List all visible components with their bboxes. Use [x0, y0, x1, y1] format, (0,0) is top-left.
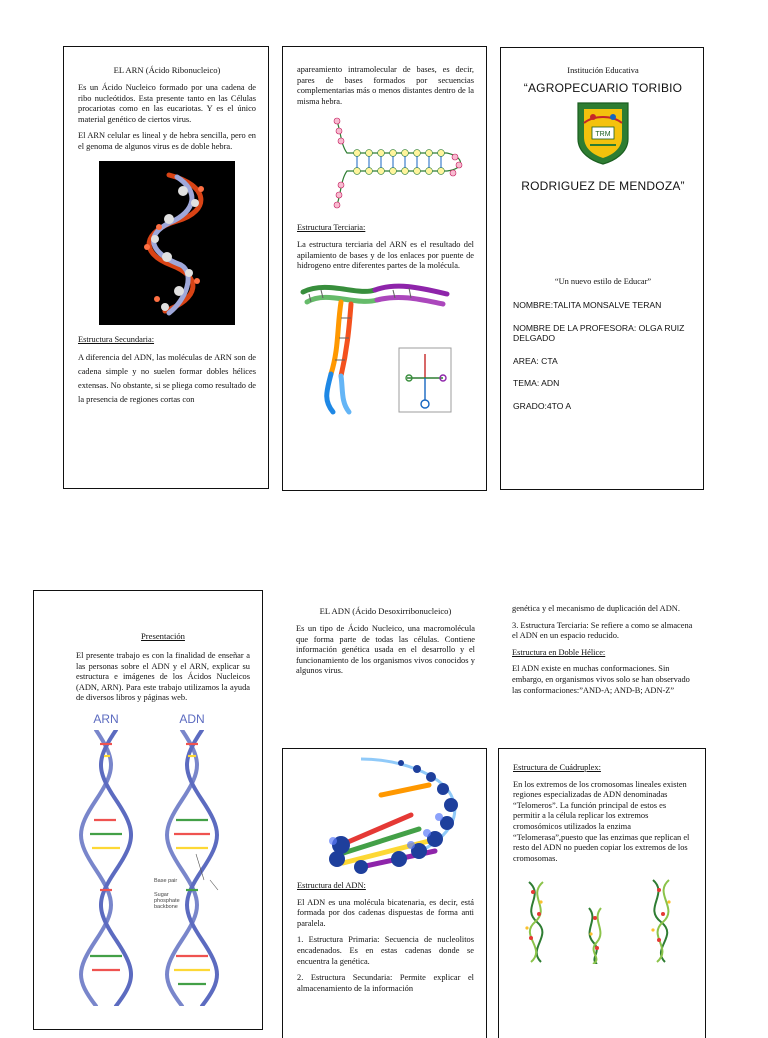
label-adn: ADN [179, 711, 205, 726]
adn-structure-heading: Estructura del ADN: [297, 881, 366, 890]
school-label: Institución Educativa [567, 66, 639, 75]
school-crest-icon [576, 101, 630, 165]
arn-secondary-heading: Estructura Secundaria: [78, 334, 155, 344]
presentacion-panel [33, 590, 263, 1030]
school-motto: “Un nuevo estilo de Educar” [554, 277, 652, 286]
school-name-line-1: “AGROPECUARIO TORIBIO [523, 81, 683, 95]
adn-cont-paragraph-1: genética y el mecanismo de duplicación del ADN. [512, 604, 680, 613]
arn-paragraph-3: A diferencia del ADN, las moléculas de ARN son de cadena simple y no suelen formar dobles hélices extensas. No obstante, si se pliega como resultado de la presencia de regiones cortas con [78, 353, 256, 404]
school-name-line-2: RODRIGUEZ DE MENDOZA” [521, 179, 685, 193]
dna-forms-image [513, 878, 693, 964]
arn-adn-comparison-figure [76, 710, 256, 1010]
double-helix-heading: Estructura en Doble Hélice: [512, 647, 606, 657]
student-name: NOMBRE:TALITA MONSALVE TERAN [513, 300, 662, 310]
label-backbone-line-1: Sugar [154, 891, 169, 898]
arn-continued-panel [282, 46, 487, 491]
label-backbone-line-3: backbone [154, 903, 178, 910]
label-base-pair: Base pair [154, 877, 178, 884]
double-helix-diagram [76, 730, 256, 1006]
adn-3d-helix-image [301, 755, 471, 875]
arn-paragraph-1: Es un Ácido Nucleico formado por una cadena de ribo nucleótidos. Esta presente tanto en las Células procariotas como en las eucariotas. Y es el único material genético de ciertos virus. [78, 83, 256, 124]
label-sugar-phosphate-backbone [154, 892, 180, 910]
cuadruplex-paragraph: En los extremos de los cromosomas lineales existen regiones especializadas de ADN denominadas “Telomeros”. La función principal de estos es permitir a la célula replicar los extremos cromosómicos utilizados la enzima “Telomerasa”,puesto que las enzimas que replican el resto del ADN no pueden copiar los extremos de los cromosomas. [513, 779, 690, 863]
cover-panel [500, 47, 704, 490]
rna-hairpin-diagram [297, 113, 473, 213]
arn-cont-paragraph-2: La estructura terciaria del ARN es el resultado del apilamiento de bases y de los enlaces por puente de hidrogeno entre diferentes partes de la molécula. [297, 239, 474, 271]
teacher-name: NOMBRE DE LA PROFESORA: OLGA RUIZ DELGADO [513, 322, 685, 344]
trna-3d-structure [297, 278, 477, 418]
adn-lower-box [282, 748, 487, 1038]
presentacion-paragraph: El presente trabajo es con la finalidad de enseñar a las personas sobre el ADN y el ARN, explicar su estructura e imágenes de los Ácidos Nucleicos (ADN, ARN). Para este trabajo utilizamos la ayuda de diversos libros y páginas web. [76, 651, 250, 703]
crest-badge-text: TRM [595, 131, 611, 138]
adn-paragraph-4: 2. Estructura Secundaria: Permite explicar el almacenamiento de la información [297, 973, 474, 993]
arn-molecule-image [99, 161, 235, 325]
adn-cont-paragraph-2: 3. Estructura Terciaria: Se refiere a como se almacena el ADN en un espacio reducido. [512, 620, 693, 641]
adn-cont-paragraph-3: El ADN existe en muchas conformaciones. Sin embargo, en organismos vivos solo se han observado las conformaciones:”AND-A; AND-B; ADN-Z” [512, 664, 690, 695]
label-backbone-line-2: phosphate [154, 897, 180, 904]
adn-continued-panel [500, 604, 704, 744]
arn-cont-paragraph-1: apareamiento intramolecular de bases, es decir, pares de bases formados por secuencias complementarias más o menos distantes dentro de la misma hebra. [297, 65, 474, 106]
label-arn: ARN [93, 711, 119, 726]
grado-field: GRADO:4TO A [513, 400, 572, 411]
cuadruplex-heading: Estructura de Cuádruplex: [513, 763, 601, 772]
adn-title: EL ADN (Ácido Desoxirribonucleico) [319, 606, 452, 616]
adn-paragraph-3: 1. Estructura Primaria: Secuencia de nucleolitos encadenados. Es en estas cadenas donde se encuentra la genética. [297, 935, 474, 966]
tema-field: TEMA: ADN [513, 378, 560, 389]
cuadruplex-box [498, 748, 706, 1038]
arn-helix-render [99, 161, 235, 325]
arn-paragraph-2: El ARN celular es lineal y de hebra sencilla, pero en el genoma de algunos virus es de doble hebra. [78, 131, 256, 151]
arn-panel [63, 46, 269, 489]
arn-tertiary-heading: Estructura Terciaria: [297, 223, 366, 233]
adn-paragraph-1: Es un tipo de Ácido Nucleico, una macromolécula que forma parte de todas las células. Contiene información genética usada en el desarrollo y el funcionamiento de los organismos vivos conocidos y algunos virus. [296, 624, 475, 676]
area-field: AREA: CTA [513, 355, 558, 366]
presentacion-heading: Presentación [141, 631, 185, 641]
arn-title: EL ARN (Ácido Ribonucleico) [113, 65, 221, 75]
crest-shield-icon [576, 101, 630, 165]
adn-paragraph-2: El ADN es una molécula bicatenaria, es decir, está formada por dos cadenas dispuestas de forma anti paralela. [297, 897, 474, 928]
